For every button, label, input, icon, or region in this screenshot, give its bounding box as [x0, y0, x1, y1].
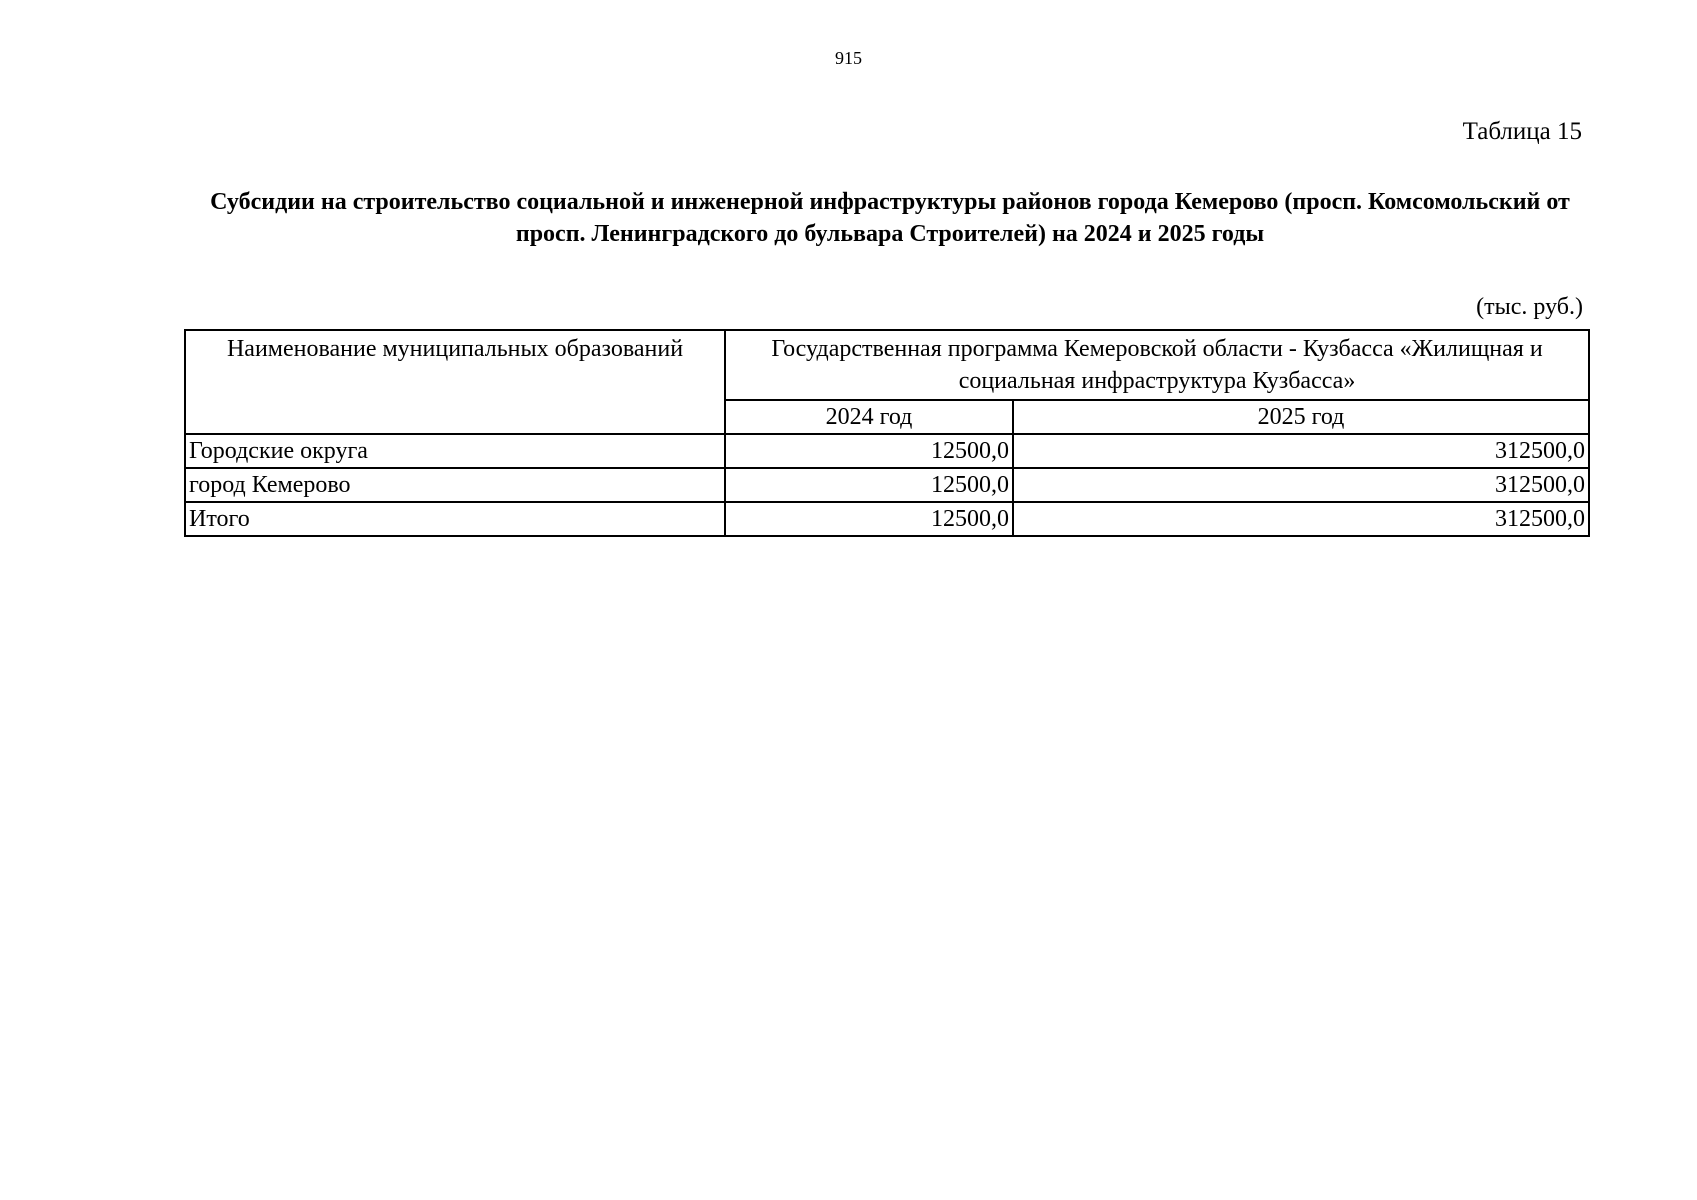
page-number: 915 — [835, 48, 862, 68]
table-row — [185, 468, 1589, 502]
row-value-2025: 312500,0 — [1013, 468, 1589, 502]
table-label: Таблица 15 — [1462, 118, 1582, 145]
row-value-2025: 312500,0 — [1013, 434, 1589, 468]
row-name: город Кемерово — [185, 468, 725, 502]
column-header-2024: 2024 год — [725, 400, 1013, 434]
table-row — [185, 434, 1589, 468]
row-name: Городские округа — [185, 434, 725, 468]
units-label: (тыс. руб.) — [1476, 294, 1583, 320]
row-value-2025: 312500,0 — [1013, 502, 1589, 536]
row-value-2024: 12500,0 — [725, 502, 1013, 536]
column-header-2025: 2025 год — [1013, 400, 1589, 434]
row-value-2024: 12500,0 — [725, 434, 1013, 468]
subsidies-table — [184, 329, 1590, 537]
table-header-row — [185, 330, 1589, 400]
column-header-program: Государственная программа Кемеровской области - Кузбасса «Жилищная и социальная инфраструктура Кузбасса» — [725, 330, 1589, 400]
column-header-municipality: Наименование муниципальных образований — [185, 330, 725, 434]
document-title: Субсидии на строительство социальной и инженерной инфраструктуры районов города Кемерово (просп. Комсомольский от просп. Ленинградского до бульвара Строителей) на 2024 и 2025 годы — [210, 189, 1570, 247]
row-name: Итого — [185, 502, 725, 536]
table-row-total — [185, 502, 1589, 536]
row-value-2024: 12500,0 — [725, 468, 1013, 502]
